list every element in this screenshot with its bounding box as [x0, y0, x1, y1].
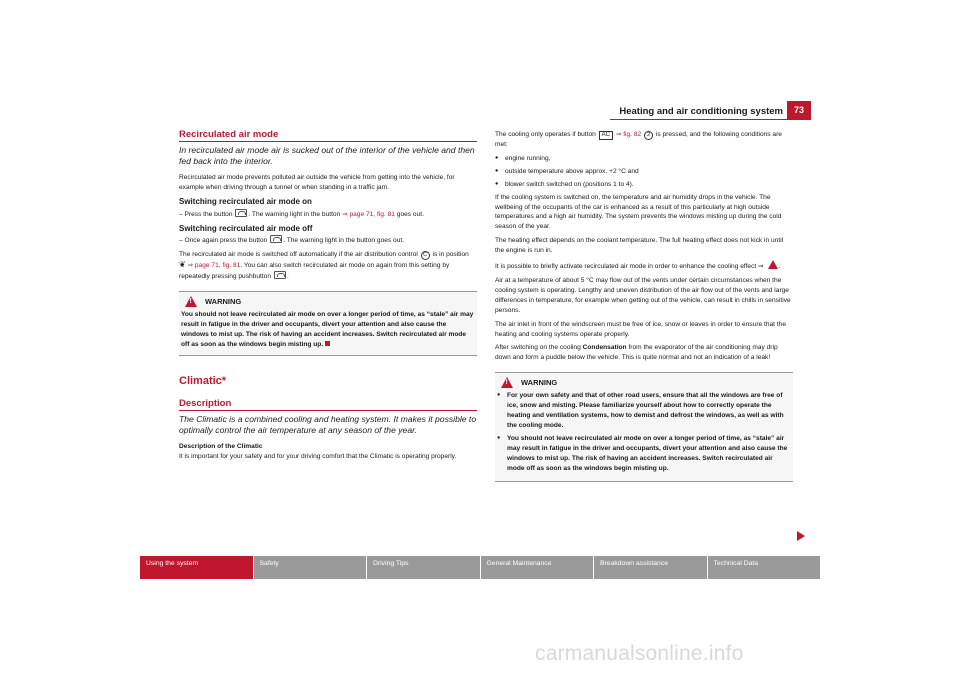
- watermark: carmanualsonline.info: [535, 642, 744, 665]
- recirculation-button-icon: [235, 209, 247, 217]
- recirculation-button-icon: [274, 271, 286, 279]
- cooling-para-3: The heating effect depends on the coolant temperature. The full heating effect does not kick in until the engine is run in.: [495, 237, 784, 255]
- climatic-heading: Climatic*: [179, 374, 227, 387]
- footer-tab-using-the-system[interactable]: Using the system: [140, 556, 254, 579]
- cooling-para-4: It is possible to briefly activate recirculated air mode in order to enhance the cooling effect ⇒ .: [495, 260, 793, 272]
- recirc-heading: Recirculated air mode: [179, 130, 477, 142]
- recirculation-button-icon: [270, 235, 282, 243]
- recirc-on-step: – Press the button . The warning light in the button ⇒ page 71, fig. 81 goes out.: [179, 210, 424, 218]
- warning-item: ● You should not leave recirculated air mode on over a longer period of time, as “stale” air may result in fatigue in the driver and occupants, divert your attention and also cause the windows to mist up. The risk of having an accident increases. Switch recirculated air mode off as soon as the windows begin misting up.: [497, 434, 790, 474]
- cooling-intro: The cooling only operates if button AC ⇒ fig. 82 2 is pressed, and the following conditions are met:: [495, 131, 782, 148]
- header-rule: [610, 119, 810, 120]
- left-column: [179, 130, 477, 465]
- footer-tab-general-maintenance[interactable]: General Maintenance: [481, 556, 595, 579]
- condition-list: [495, 154, 793, 190]
- climatic-desc-subheading: Description of the Climatic: [179, 442, 263, 450]
- recirc-intro: Recirculated air mode prevents polluted air outside the vehicle from getting into the vehicle, for example when driving through a tunnel or when standing in a traffic jam.: [179, 173, 455, 191]
- cooling-para-6: The air inlet in front of the windscreen must be free of ice, snow or leaves in order to ensure that the heating and cooling systems operate properly.: [495, 320, 787, 338]
- climatic-description-heading: Description: [179, 399, 477, 411]
- recirc-auto-text: The recirculated air mode is switched off automatically if the air distribution control C is in position ❦ ⇒ page 71, fig. 81. You can also switch recirculated air mode on again from this setting by repeatedly pressing pushbutton .: [179, 251, 469, 281]
- recirc-off-heading: Switching recirculated air mode off: [179, 223, 313, 233]
- recirc-off-step: – Once again press the button . The warning light in the button goes out.: [179, 237, 405, 245]
- page-header-title: Heating and air conditioning system: [619, 106, 783, 117]
- fig-82-link[interactable]: ⇒ fig. 82: [615, 131, 642, 138]
- recirc-on-heading: Switching recirculated air mode on: [179, 196, 312, 206]
- warning-title: WARNING: [205, 296, 242, 306]
- warning-triangle-icon: [501, 377, 513, 388]
- page-number: 73: [787, 101, 811, 120]
- condensation-term: Condensation: [582, 344, 627, 352]
- end-of-section-marker: [325, 341, 330, 346]
- warning-triangle-icon: [185, 296, 197, 307]
- page-71-link[interactable]: ⇒ page 71, fig. 81: [342, 210, 395, 218]
- list-item: ● blower switch switched on (positions 1 to 4).: [495, 180, 793, 190]
- position-c-marker: C: [421, 251, 430, 260]
- footer-tab-driving-tips[interactable]: Driving Tips: [367, 556, 481, 579]
- cooling-para-5: Air at a temperature of about 5 °C may flow out of the vents under certain circumstances when the cooling system is operating. Lengthy and uneven distribution of the air flow out of the vents and large differences in temperature, for example when getting out of the vehicle, can result in chills in sensitive persons.: [495, 276, 791, 314]
- footer-nav: [140, 556, 820, 579]
- warning-title: WARNING: [521, 377, 558, 387]
- warning-item: ● For your own safety and that of other road users, ensure that all the windows are free of ice, snow and misting. Please familiarize yourself about how to correctly operate the heating and ventilation systems, how to demist and defrost the windows, as well as with the cooling mode.: [497, 391, 790, 431]
- callout-2-marker: 2: [644, 131, 653, 140]
- warning-box-left: [179, 291, 477, 356]
- footer-tab-safety[interactable]: Safety: [254, 556, 368, 579]
- list-item: ● engine running,: [495, 154, 793, 164]
- footer-tab-breakdown-assistance[interactable]: Breakdown assistance: [594, 556, 708, 579]
- cooling-para-2: If the cooling system is switched on, the temperature and air humidity drops in the vehicle. The wellbeing of the occupants of the car is enhanced as a result of this particularly at high outside temperatures and a high air humidity. The system prevents the windows misting up during the cold season of the year.: [495, 193, 782, 231]
- windscreen-defrost-icon: ❦: [179, 260, 186, 270]
- continue-arrow-icon: [797, 531, 805, 541]
- cooling-para-7: After switching on the cooling Condensation from the evaporator of the air conditioning may drip down and form a puddle below the vehicle. This is quite normal and not an indication of a leak!: [495, 344, 778, 362]
- warning-triangle-icon: [768, 260, 778, 269]
- footer-tab-technical-data[interactable]: Technical Data: [708, 556, 821, 579]
- warning-box-right: [495, 372, 793, 482]
- climatic-lead: The Climatic is a combined cooling and heating system. It makes it possible to optimally control the air temperature at any season of the year.: [179, 413, 477, 436]
- warning-text: You should not leave recirculated air mode on over a longer period of time, as “stale” air may result in fatigue in the driver and occupants, divert your attention and also cause the windows to mist up. The risk of having an accident increases. Switch recirculated air mode off as soon as the windows begin misting up.: [181, 311, 474, 348]
- right-column: [495, 130, 793, 488]
- recirc-lead: In recirculated air mode air is sucked out of the interior of the vehicle and then fed back into the interior.: [179, 144, 475, 167]
- ac-button-label: AC: [599, 131, 613, 140]
- list-item: ● outside temperature above approx. +2 °C and: [495, 167, 793, 177]
- climatic-desc-text: It is important for your safety and for your driving comfort that the Climatic is operating properly.: [179, 452, 457, 460]
- page-71-link[interactable]: ⇒ page 71, fig. 81: [187, 262, 241, 270]
